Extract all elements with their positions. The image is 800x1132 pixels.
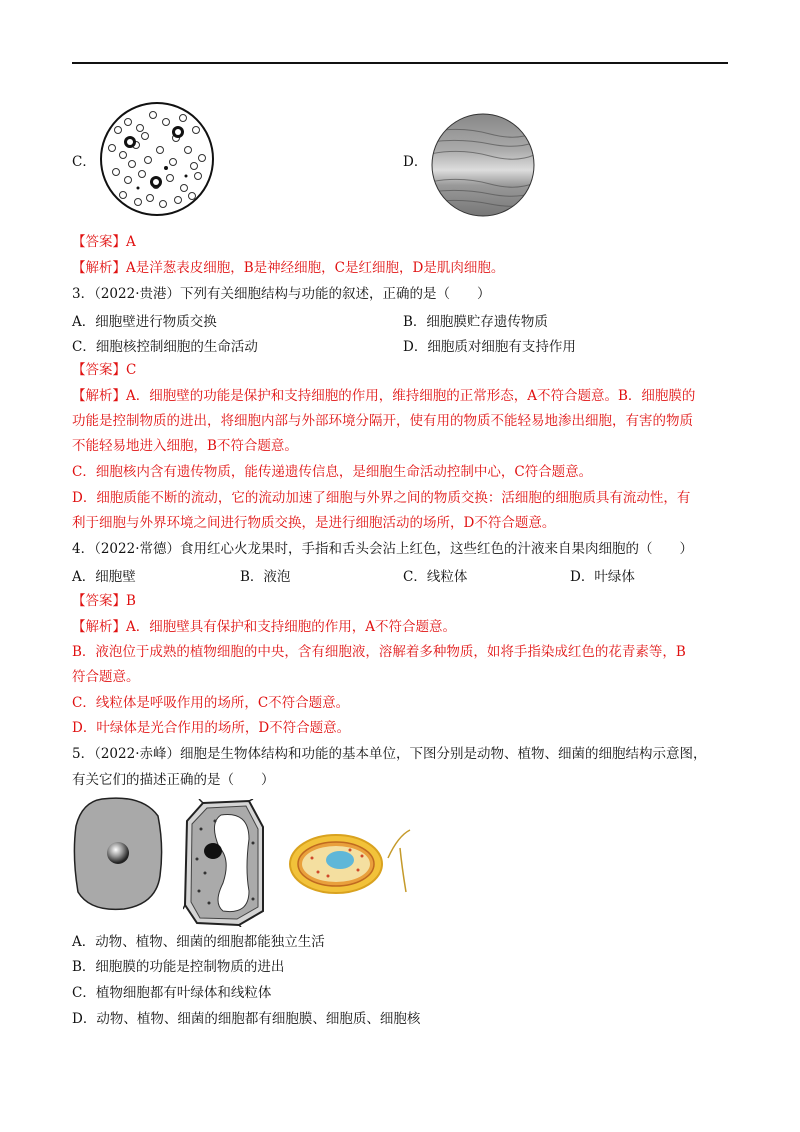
q3-option-d: D．细胞质对细胞有支持作用: [403, 339, 576, 355]
q5-stem: 有关它们的描述正确的是（ ）: [72, 772, 275, 788]
q3-analysis-line: 不能轻易地进入细胞，B不符合题意。: [72, 438, 298, 454]
q5-stem: 5．（2022·赤峰）细胞是生物体结构和功能的基本单位，下图分别是动物、植物、细菌的细胞结构示意图，: [72, 746, 707, 762]
q4-option-b: B．液泡: [240, 569, 291, 585]
q4-analysis-line: 【解析】A．细胞壁具有保护和支持细胞的作用，A不符合题意。: [72, 619, 456, 635]
q4-option-c: C．线粒体: [403, 569, 468, 585]
q3-analysis-line: 利于细胞与外界环境之间进行物质交换，是进行细胞活动的场所，D不符合题意。: [72, 515, 556, 531]
q4-analysis-line: D．叶绿体是光合作用的场所，D不符合题意。: [72, 720, 351, 736]
q3-analysis-line: D．细胞质能不断的流动，它的流动加速了细胞与外界之间的物质交换：活细胞的细胞质具有流动性，有: [72, 490, 691, 506]
q3-option-c: C．细胞核控制细胞的生命活动: [72, 339, 258, 355]
bacteria-cell-image: [288, 828, 418, 900]
prev-answer: 【答案】A: [72, 234, 136, 250]
q5-option-a: A．动物、植物、细菌的细胞都能独立生活: [72, 934, 325, 950]
plant-cell-image: [183, 799, 267, 927]
q5-option-b: B．细胞膜的功能是控制物质的进出: [72, 959, 285, 975]
q5-option-c: C．植物细胞都有叶绿体和线粒体: [72, 985, 272, 1001]
q4-option-a: A．细胞壁: [72, 569, 136, 585]
q3-analysis-line: C．细胞核内含有遗传物质，能传递遗传信息，是细胞生命活动控制中心，C符合题意。: [72, 464, 593, 480]
q5-option-d: D．动物、植物、细菌的细胞都有细胞膜、细胞质、细胞核: [72, 1011, 421, 1027]
q3-analysis-line: 功能是控制物质的进出，将细胞内部与外部环境分隔开，使有用的物质不能轻易地渗出细胞，有害的物质: [72, 413, 693, 429]
q3-option-a: A．细胞壁进行物质交换: [72, 314, 217, 330]
muscle-cell-image: [430, 112, 536, 218]
q3-stem: 3．（2022·贵港）下列有关细胞结构与功能的叙述，正确的是（ ）: [72, 286, 491, 302]
header-rule: [72, 62, 728, 64]
q4-analysis-line: B．液泡位于成熟的植物细胞的中央，含有细胞液，溶解着多种物质，如将手指染成红色的花青素等，B: [72, 644, 686, 660]
option-d-label: D．: [403, 154, 428, 170]
q3-option-b: B．细胞膜贮存遗传物质: [403, 314, 548, 330]
animal-cell-image: [72, 796, 164, 912]
red-blood-cell-image: [98, 100, 216, 218]
q4-option-d: D．叶绿体: [570, 569, 635, 585]
q4-answer: 【答案】B: [72, 593, 136, 609]
prev-analysis: 【解析】A是洋葱表皮细胞，B是神经细胞，C是红细胞，D是肌肉细胞。: [72, 260, 505, 276]
q3-answer: 【答案】C: [72, 362, 137, 378]
q4-analysis-line: C．线粒体是呼吸作用的场所，C不符合题意。: [72, 695, 350, 711]
q4-stem: 4．（2022·常德）食用红心火龙果时，手指和舌头会沾上红色，这些红色的汁液来自果肉细胞的（ ）: [72, 541, 693, 557]
option-c-label: C．: [72, 154, 96, 170]
q4-analysis-line: 符合题意。: [72, 669, 140, 685]
q3-analysis-line: 【解析】A．细胞壁的功能是保护和支持细胞的作用，维持细胞的正常形态，A不符合题意。B．细胞膜的: [72, 388, 696, 404]
